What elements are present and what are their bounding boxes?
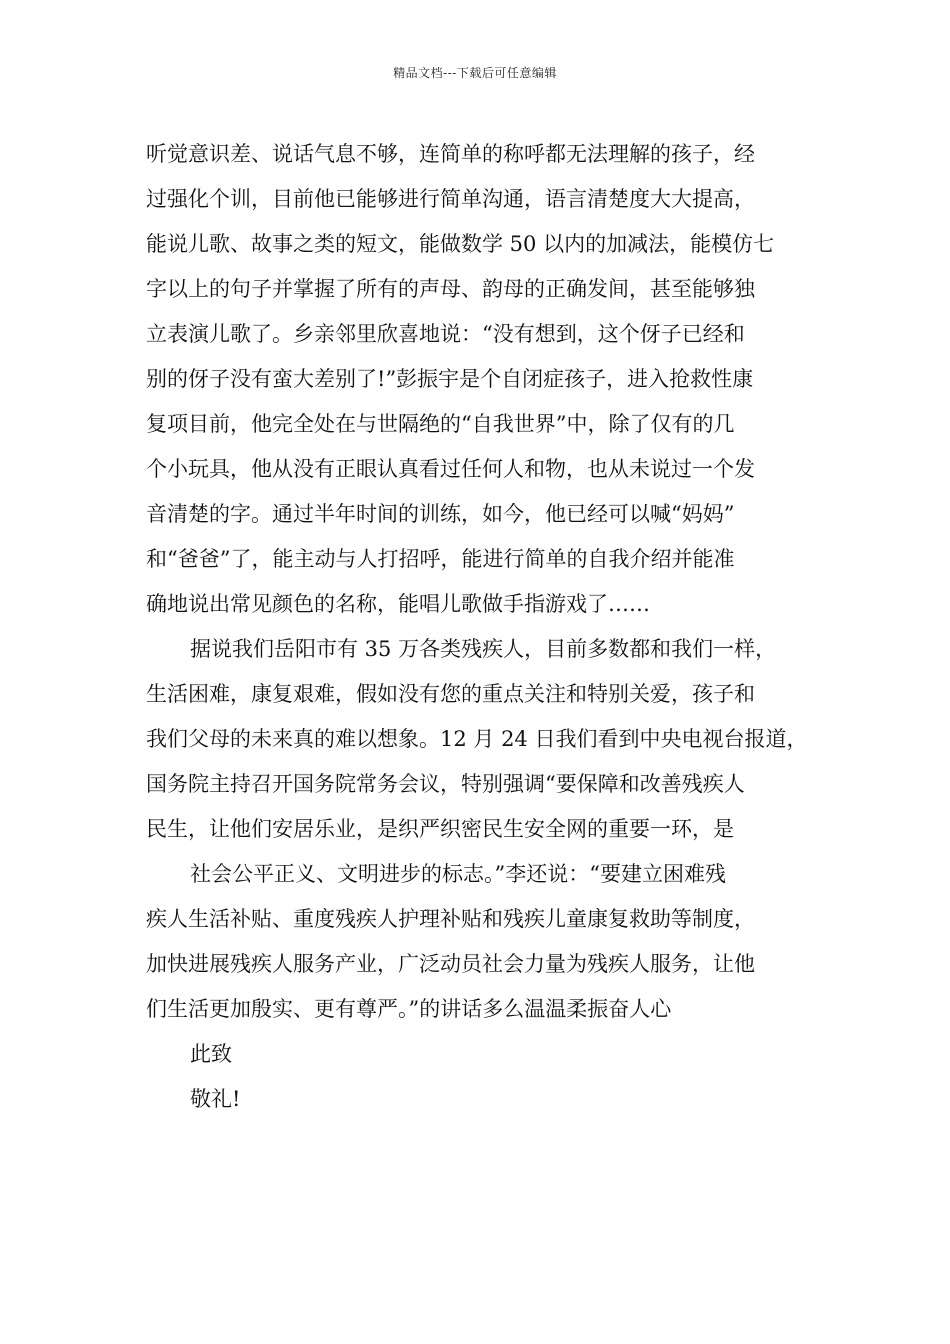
text-line: 个小玩具，他从没有正眼认真看过任何人和物，也从未说过一个发 <box>146 457 755 481</box>
text-line: 我们父母的未来真的难以想象。12 月 24 日我们看到中央电视台报道， <box>146 727 808 751</box>
text-line: 能说儿歌、故事之类的短文，能做数学 50 以内的加减法，能模仿七 <box>146 232 775 256</box>
closing-regards: 敬礼! <box>190 1087 241 1111</box>
text-line: 们生活更加殷实、更有尊严。”的讲话多么温温柔振奋人心 <box>146 997 672 1021</box>
text-line: 听觉意识差、说话气息不够，连简单的称呼都无法理解的孩子，经 <box>146 142 755 166</box>
text-line: 疾人生活补贴、重度残疾人护理补贴和残疾儿童康复救助等制度， <box>146 907 755 931</box>
page-header: 精品文档---下载后可任意编辑 <box>393 66 557 80</box>
text-line: 确地说出常见颜色的名称，能唱儿歌做手指游戏了…… <box>146 592 650 616</box>
paragraph-start-line: 社会公平正义、文明进步的标志。”李还说：“要建立困难残 <box>190 862 726 886</box>
text-line: 音清楚的字。通过半年时间的训练，如今，他已经可以喊“妈妈” <box>146 502 735 526</box>
closing-salutation: 此致 <box>190 1042 232 1066</box>
text-line: 国务院主持召开国务院常务会议，特别强调“要保障和改善残疾人 <box>146 772 745 796</box>
text-line: 民生，让他们安居乐业，是织严织密民生安全网的重要一环，是 <box>146 817 734 841</box>
text-line: 加快进展残疾人服务产业，广泛动员社会力量为残疾人服务，让他 <box>146 952 755 976</box>
text-line: 别的伢子没有蛮大差别了!”彭振宇是个自闭症孩子，进入抢救性康 <box>146 367 754 391</box>
letter-body <box>146 132 816 1122</box>
paragraph-start-line: 据说我们岳阳市有 35 万各类残疾人，目前多数都和我们一样， <box>190 637 777 661</box>
text-line: 过强化个训，目前他已能够进行简单沟通，语言清楚度大大提高， <box>146 187 755 211</box>
text-line: 生活困难，康复艰难，假如没有您的重点关注和特别关爱，孩子和 <box>146 682 755 706</box>
text-line: 立表演儿歌了。乡亲邻里欣喜地说：“没有想到，这个伢子已经和 <box>146 322 745 346</box>
text-line: 复项目前，他完全处在与世隔绝的“自我世界”中，除了仅有的几 <box>146 412 735 436</box>
text-line: 和“爸爸”了，能主动与人打招呼，能进行简单的自我介绍并能准 <box>146 547 735 571</box>
text-line: 字以上的句子并掌握了所有的声母、韵母的正确发间，甚至能够独 <box>146 277 755 301</box>
